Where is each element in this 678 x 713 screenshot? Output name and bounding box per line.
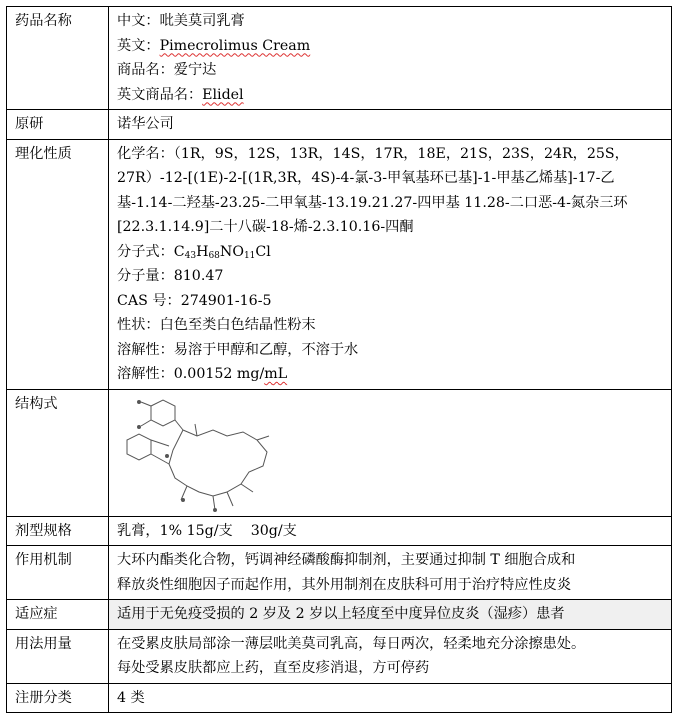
value-properties [109,139,672,389]
molecular-weight: 分子量：810.47 [117,268,224,284]
mechanism-line-2: 释放炎性细胞因子而起作用，其外用制剂在皮肤科可用于治疗特应性皮炎 [117,576,572,593]
row-indication [7,600,672,630]
chemical-name: 化学名：（1R，9S，12S，13R，14S，17R，18E，21S，23S，24R，25S，27R）-12-[(1E)-2-[(1R,3R，4S)-4-氯-3-甲氧基环已基]-1-甲基乙烯基]-17-乙基-1.14-二羟基-23.25-二甲氧基-13.19.21.27-四甲基 11.28-二口恶-4-氮杂三环[22.3.1.14.9]二十八碳-18-烯-2.3.10.16-四酮 [117,145,629,235]
cas-number: CAS 号：274901-16-5 [117,292,272,309]
usage-line-1: 在受累皮肤局部涂一薄层吡美莫司乳高，每日两次，轻柔地充分涂擦患处。 [117,635,586,652]
row-drug-name [7,7,672,110]
structure-cell [109,389,672,516]
label-usage: 用法用量 [7,629,109,683]
row-originator [7,110,672,140]
label-indication: 适应症 [7,600,109,630]
label-structure: 结构式 [7,389,109,516]
value-originator: 诺华公司 [109,110,672,140]
solubility-2: 溶解性：0.00152 mg/mL [117,366,288,382]
mechanism-line-1: 大环内酯类化合物，钙调神经磷酸酶抑制剂，主要通过抑制 T 细胞合成和 [117,552,576,568]
drug-info-table [6,6,672,713]
label-dosage: 剂型规格 [7,516,109,546]
value-indication: 适用于无免疫受损的 2 岁及 2 岁以上轻度至中度异位皮炎（湿疹）患者 [109,600,672,630]
value-usage [109,629,672,683]
value-dosage: 乳膏，1% 15g/支 30g/支 [109,516,672,546]
row-structure [7,389,672,516]
label-originator: 原研 [7,110,109,140]
row-registration [7,683,672,713]
usage-line-2: 每处受累皮肤都应上药，直至皮疹消退，方可停药 [117,660,430,676]
structure-image [117,396,277,514]
solubility-1: 溶解性：易溶于甲醇和乙醇，不溶于水 [117,341,359,358]
appearance: 性状：白色至类白色结晶性粉末 [117,317,316,333]
label-drug-name: 药品名称 [7,7,109,110]
row-mechanism [7,546,672,600]
row-properties [7,139,672,389]
label-mechanism: 作用机制 [7,546,109,600]
label-registration: 注册分类 [7,683,109,713]
row-dosage [7,516,672,546]
brand-en-line: 英文商品名：Elidel [117,86,244,103]
brand-name-line: 商品名：爱宁达 [117,62,217,78]
cn-name-line: 中文：吡美莫司乳膏 [117,13,245,29]
value-mechanism [109,546,672,600]
row-usage [7,629,672,683]
value-drug-name [109,7,672,110]
value-registration: 4 类 [109,683,672,713]
en-name-line: 英文：Pimecrolimus Cream [117,37,311,54]
molecular-formula: 分子式：$C_{43}H_{68}NO_{11}Cl$ [117,243,271,261]
label-properties: 理化性质 [7,139,109,389]
